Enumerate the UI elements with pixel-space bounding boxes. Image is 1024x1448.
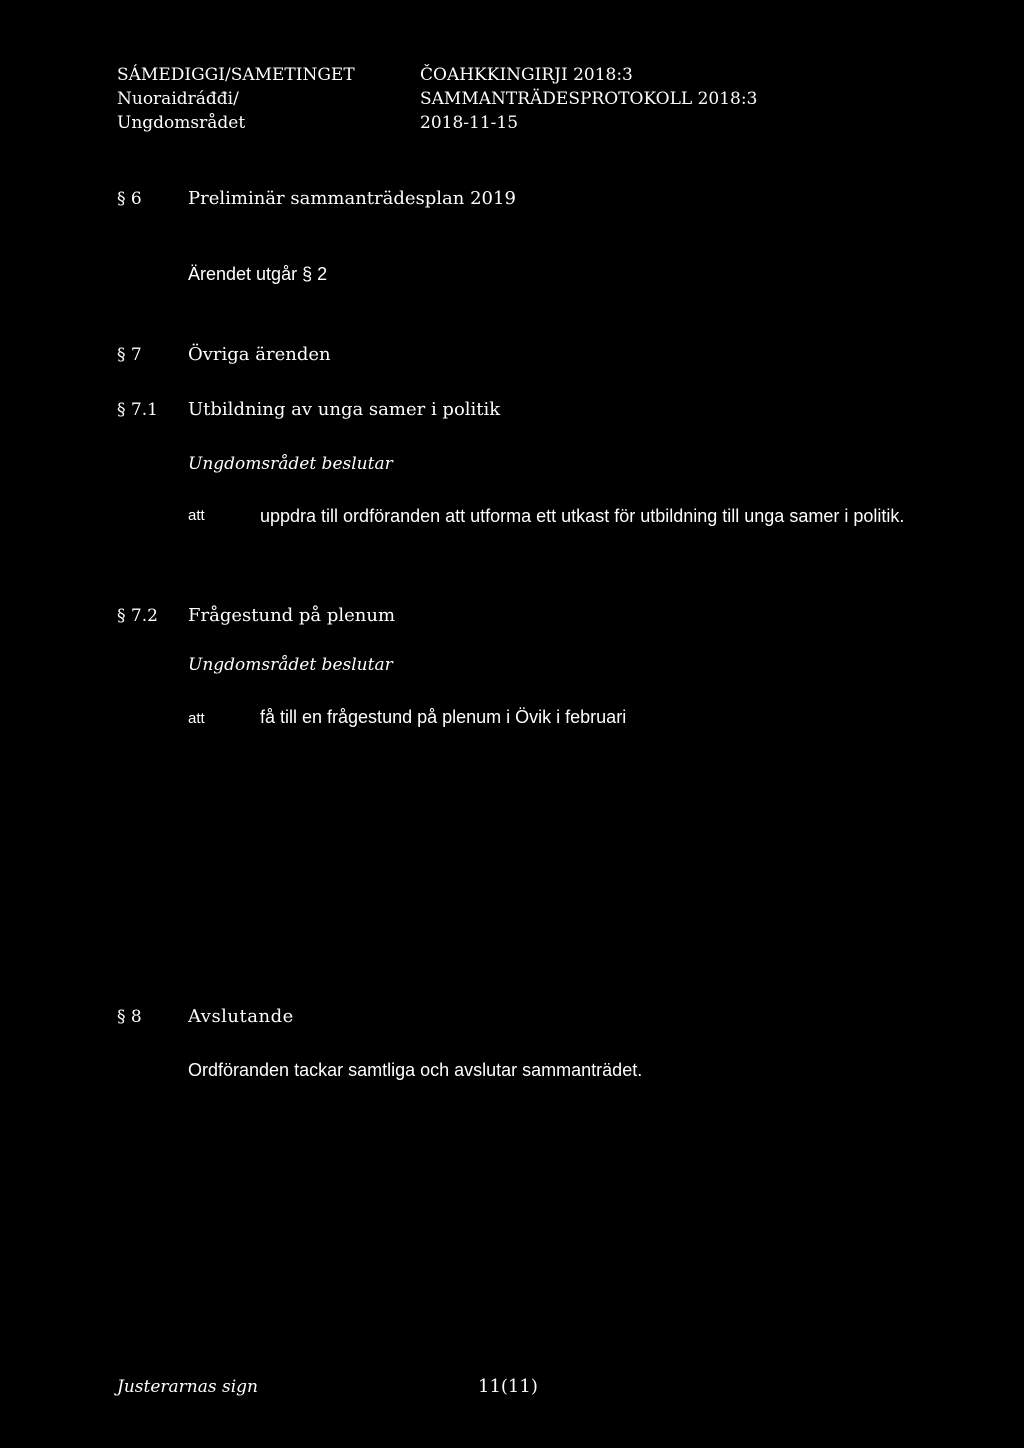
section-7-1-title: Utbildning av unga samer i politik bbox=[188, 399, 501, 420]
section-7-title: Övriga ärenden bbox=[188, 344, 331, 365]
section-8-title: Avslutande bbox=[188, 1006, 294, 1027]
section-7-2-title: Frågestund på plenum bbox=[188, 605, 396, 626]
section-6-number: § 6 bbox=[117, 189, 142, 209]
section-7-2-att: att bbox=[188, 710, 205, 727]
header-left bbox=[117, 63, 355, 135]
section-7-1-att: att bbox=[188, 507, 205, 524]
header-protocol: SAMMANTRÄDESPROTOKOLL 2018:3 bbox=[420, 89, 758, 109]
section-7-1-decision-text: uppdra till ordföranden att utforma ett utkast för utbildning till unga samer i politik. bbox=[260, 506, 905, 526]
header-protocol-sami: ČOAHKKINGIRJI 2018:3 bbox=[420, 65, 633, 85]
section-7-1-number: § 7.1 bbox=[117, 400, 158, 420]
section-6-body: Ärendet utgår § 2 bbox=[188, 264, 328, 284]
section-8-number: § 8 bbox=[117, 1007, 142, 1027]
section-8-body: Ordföranden tackar samtliga och avslutar sammanträdet. bbox=[188, 1060, 643, 1080]
header-council: Ungdomsrådet bbox=[117, 113, 246, 133]
header-council-sami: Nuoraidráđđi/ bbox=[117, 89, 239, 109]
section-7-1-decision-heading: Ungdomsrådet beslutar bbox=[188, 454, 393, 474]
header-date: 2018-11-15 bbox=[420, 113, 519, 133]
section-7-number: § 7 bbox=[117, 345, 142, 365]
footer-signature-label: Justerarnas sign bbox=[117, 1377, 258, 1397]
footer-page-number: 11(11) bbox=[478, 1376, 538, 1397]
header-org: SÁMEDIGGI/SAMETINGET bbox=[117, 65, 355, 85]
section-7-2-number: § 7.2 bbox=[117, 606, 158, 626]
section-7-2-decision-text: få till en frågestund på plenum i Övik i februari bbox=[260, 707, 627, 727]
section-6-title: Preliminär sammanträdesplan 2019 bbox=[188, 188, 516, 209]
section-7-2-decision-heading: Ungdomsrådet beslutar bbox=[188, 655, 393, 675]
header-right bbox=[420, 63, 757, 135]
